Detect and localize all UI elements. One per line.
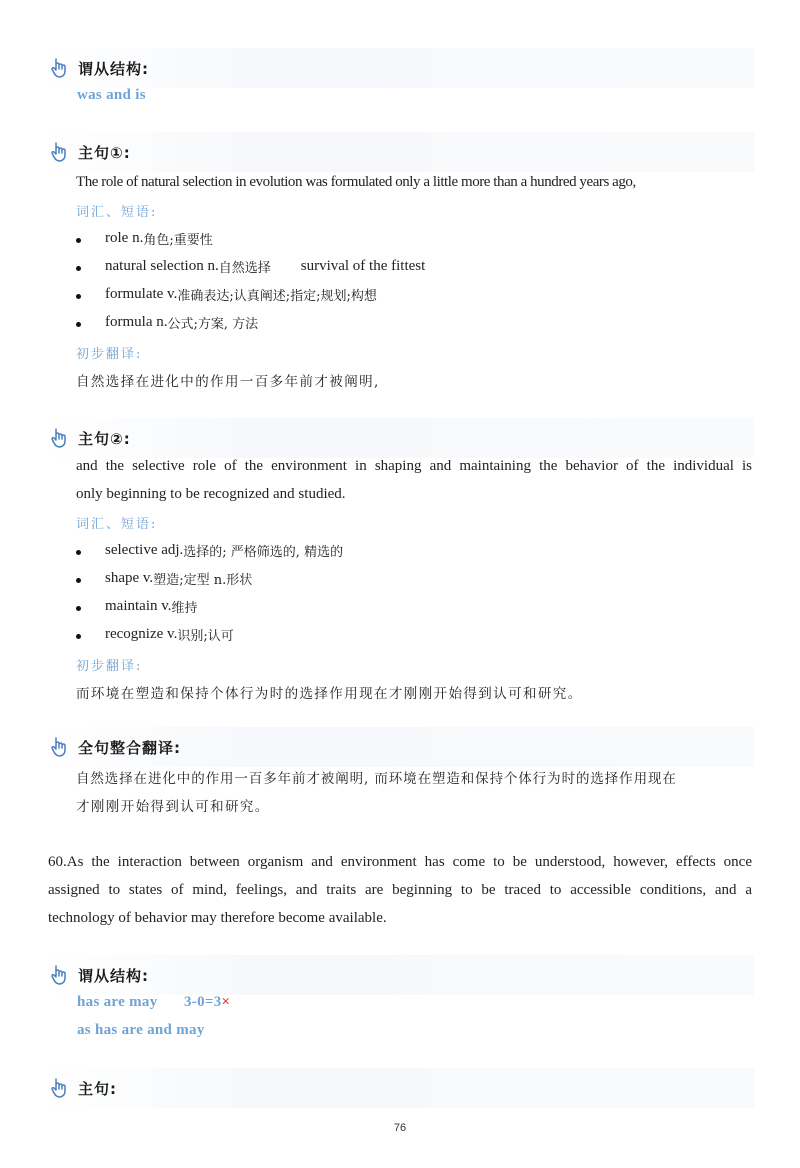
bullet-icon [76, 578, 81, 583]
translation-text: 而环境在塑造和保持个体行为时的选择作用现在才刚刚开始得到认可和研究。 [76, 686, 583, 702]
list-item: shape v. 塑造;定型 n.形状 [76, 569, 252, 588]
section-header [50, 141, 131, 163]
page-number: 76 [393, 1122, 407, 1134]
section-title: 主句①: [78, 143, 131, 162]
section-header [50, 57, 149, 79]
list-item: formula n. 公式;方案, 方法 [76, 313, 258, 332]
vocab-label: 词汇、短语: [76, 517, 158, 532]
pointing-hand-icon [50, 1077, 70, 1099]
cross-mark: × [221, 994, 231, 1010]
bullet-icon [76, 238, 81, 243]
question-line: technology of behavior may therefore become available. [48, 910, 387, 926]
list-item: selective adj. 选择的; 严格筛选的, 精选的 [76, 541, 343, 560]
list-item: natural selection n. 自然选择 survival of the fittest [76, 257, 425, 276]
bullet-icon [76, 606, 81, 611]
section-header [50, 427, 131, 449]
bullet-icon [76, 294, 81, 299]
english-sentence: only beginning to be recognized and studied. [76, 486, 346, 502]
section-band [42, 418, 754, 458]
section-header [50, 964, 149, 986]
bullet-icon [76, 322, 81, 327]
structure-text: as has are and may [77, 1022, 205, 1038]
list-item: maintain v. 维持 [76, 597, 198, 616]
structure-text: was and is [77, 87, 146, 103]
full-translation-line: 自然选择在进化中的作用一百多年前才被阐明, 而环境在塑造和保持个体行为时的选择作用现在 [76, 771, 677, 787]
section-header [50, 1077, 117, 1099]
section-title: 全句整合翻译: [78, 738, 181, 757]
structure-count: 3-0=3× [184, 994, 231, 1010]
structure-text: has are may [77, 994, 158, 1010]
list-item: role n. 角色;重要性 [76, 229, 213, 248]
section-header [50, 736, 181, 758]
question-line: assigned to states of mind, feelings, and traits are beginning to be traced to accessible conditions, and a [48, 882, 752, 898]
pointing-hand-icon [50, 57, 70, 79]
list-item: recognize v. 识别;认可 [76, 625, 234, 644]
section-title: 谓从结构: [78, 59, 149, 78]
vocab-label: 词汇、短语: [76, 205, 158, 220]
section-band [42, 132, 754, 172]
bullet-icon [76, 634, 81, 639]
question-line: 60.As the interaction between organism and environment has come to be understood, however, effects once [48, 854, 752, 870]
pointing-hand-icon [50, 427, 70, 449]
list-item: formulate v. 准确表达;认真阐述;指定;规划;构想 [76, 285, 377, 304]
full-translation-line: 才刚刚开始得到认可和研究。 [76, 799, 270, 815]
translation-label: 初步翻译: [76, 659, 143, 674]
english-sentence: The role of natural selection in evolution was formulated only a little more than a hundred years ago, [76, 174, 636, 190]
section-title: 主句: [78, 1079, 117, 1098]
pointing-hand-icon [50, 736, 70, 758]
bullet-icon [76, 550, 81, 555]
section-band [42, 1068, 754, 1108]
section-title: 主句②: [78, 429, 131, 448]
section-title: 谓从结构: [78, 966, 149, 985]
pointing-hand-icon [50, 964, 70, 986]
translation-text: 自然选择在进化中的作用一百多年前才被阐明, [76, 374, 380, 390]
translation-label: 初步翻译: [76, 347, 143, 362]
pointing-hand-icon [50, 141, 70, 163]
bullet-icon [76, 266, 81, 271]
english-sentence: and the selective role of the environment in shaping and maintaining the behavior of the individual is [76, 458, 752, 474]
